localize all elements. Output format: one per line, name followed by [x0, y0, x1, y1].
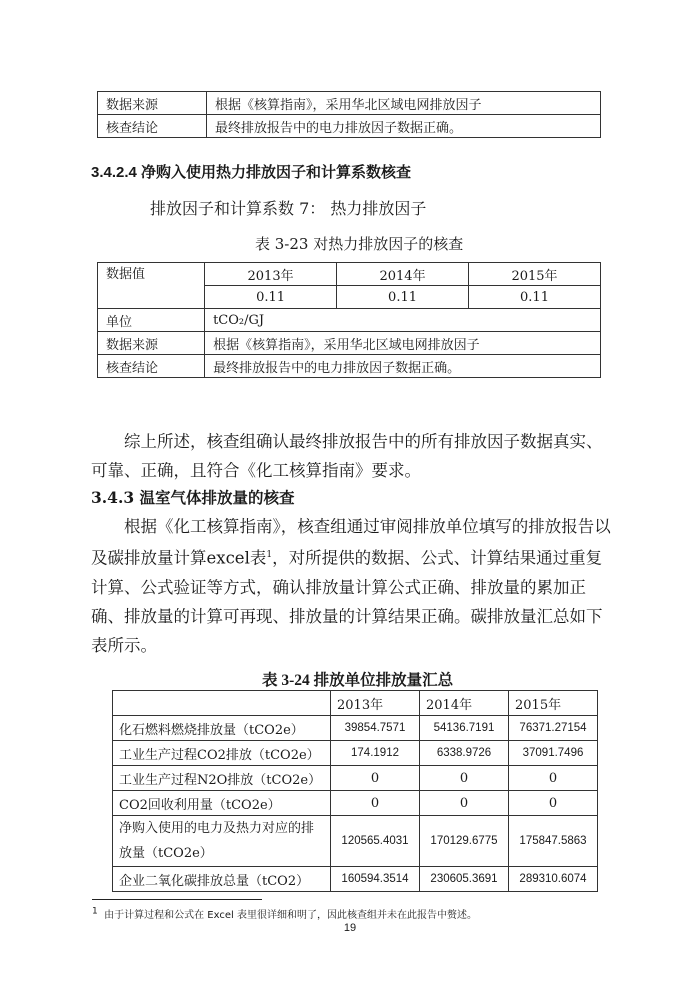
table-row	[113, 766, 598, 791]
footnote-text: 由于计算过程和公式在 Excel 表里很详细和明了，因此核查组并未在此报告中赘述。	[104, 910, 477, 921]
row-label: CO2回收利用量（tCO2e）	[113, 791, 331, 816]
factor-value: 0.11	[337, 286, 469, 309]
year-header: 2014年	[337, 263, 469, 286]
factor-value: 0.11	[205, 286, 337, 309]
footnote	[92, 906, 477, 921]
row-label: 企业二氧化碳排放总量（tCO2）	[113, 867, 331, 892]
conclusion-label: 核查结论	[98, 355, 205, 378]
cell-value: 6338.9726	[420, 741, 509, 766]
cell-value: 39854.7571	[331, 716, 420, 741]
table-row	[98, 92, 601, 115]
cell-value: 175847.5863	[509, 816, 598, 867]
footnote-divider	[92, 899, 262, 900]
row-label: 数据来源	[98, 92, 207, 115]
table-header-row	[113, 691, 598, 716]
table-row	[98, 332, 601, 355]
cell-value: 0	[420, 791, 509, 816]
cell-value: 120565.4031	[331, 816, 420, 867]
unit-value: tCO₂/GJ	[205, 309, 601, 332]
unit-label: 单位	[98, 309, 205, 332]
conclusion-value: 最终排放报告中的电力排放因子数据正确。	[205, 355, 601, 378]
verification-paragraph	[91, 512, 611, 660]
paragraph-text: ，对所提供的数据、公式、计算结果通过重复计算、公式验证等方式，确认排放量计算公式正确、排放量的累加正确、排放量的计算可再现、排放量的计算结果正确。碳排放量汇总如下表所示。	[91, 548, 603, 655]
data-value-label: 数据值	[98, 263, 205, 309]
row-label: 化石燃料燃烧排放量（tCO2e）	[113, 716, 331, 741]
section-heading-3424: 3.4.2.4 净购入使用热力排放因子和计算系数核查	[91, 164, 412, 181]
cell-value: 37091.7496	[509, 741, 598, 766]
footnote-number: 1	[92, 906, 98, 917]
cell-value: 54136.7191	[420, 716, 509, 741]
cell-value: 170129.6775	[420, 816, 509, 867]
factor-value: 0.11	[469, 286, 601, 309]
table-row	[113, 816, 598, 867]
table-row	[98, 263, 601, 286]
table-row	[113, 867, 598, 892]
paragraph-text: 根据《化工核算指南》，核查组通过审阅排放单位填写的排放报告以及碳排放量计算excel表	[91, 517, 611, 568]
cell-value: 0	[420, 766, 509, 791]
row-label: 净购入使用的电力及热力对应的排放量（tCO2e）	[113, 816, 331, 867]
cell-value: 174.1912	[331, 741, 420, 766]
cell-value: 0	[509, 791, 598, 816]
cell-value: 0	[509, 766, 598, 791]
cell-value: 0	[331, 791, 420, 816]
table-caption-3-24: 表 3-24 排放单位排放量汇总	[262, 672, 454, 689]
year-header: 2015年	[509, 691, 598, 716]
source-label: 数据来源	[98, 332, 205, 355]
section-heading-343: 3.4.3 温室气体排放量的核查	[91, 488, 295, 507]
table-row	[98, 115, 601, 138]
footnote-reference[interactable]: 1	[266, 550, 273, 560]
year-header: 2015年	[469, 263, 601, 286]
cell-value: 0	[331, 766, 420, 791]
year-header: 2013年	[331, 691, 420, 716]
table-row	[98, 355, 601, 378]
cell-value: 160594.3514	[331, 867, 420, 892]
row-value: 根据《核算指南》，采用华北区域电网排放因子	[207, 92, 601, 115]
top-table	[97, 91, 601, 138]
heat-factor-table	[97, 262, 601, 378]
empty-header-cell	[113, 691, 331, 716]
table-row	[113, 716, 598, 741]
row-label: 核查结论	[98, 115, 207, 138]
table-caption-3-23: 表 3-23 对热力排放因子的核查	[255, 235, 464, 253]
summary-paragraph: 综上所述，核查组确认最终排放报告中的所有排放因子数据真实、可靠、正确，且符合《化工核算指南》要求。	[91, 432, 603, 480]
cell-value: 289310.6074	[509, 867, 598, 892]
year-header: 2014年	[420, 691, 509, 716]
page-number: 19	[343, 922, 357, 934]
table-row	[98, 309, 601, 332]
row-value: 最终排放报告中的电力排放因子数据正确。	[207, 115, 601, 138]
table-row	[113, 741, 598, 766]
cell-value: 230605.3691	[420, 867, 509, 892]
row-label: 工业生产过程N2O排放（tCO2e）	[113, 766, 331, 791]
factor-subheading: 排放因子和计算系数 7： 热力排放因子	[150, 199, 427, 218]
emission-summary-table	[112, 690, 598, 892]
cell-value: 76371.27154	[509, 716, 598, 741]
year-header: 2013年	[205, 263, 337, 286]
source-value: 根据《核算指南》，采用华北区域电网排放因子	[205, 332, 601, 355]
table-row	[113, 791, 598, 816]
row-label: 工业生产过程CO2排放（tCO2e）	[113, 741, 331, 766]
